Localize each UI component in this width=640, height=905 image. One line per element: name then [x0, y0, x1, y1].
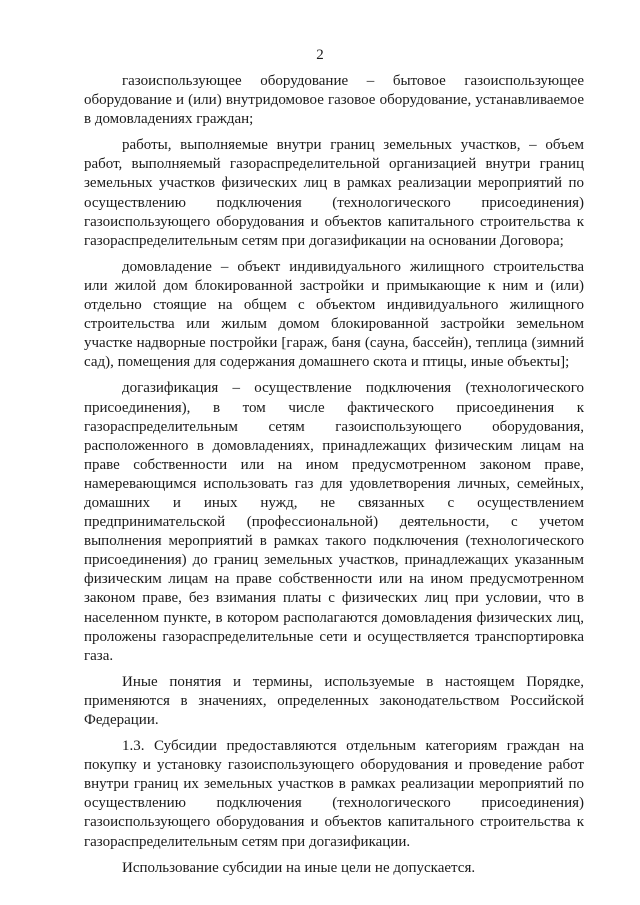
paragraph-works-within-plots: работы, выполняемые внутри границ земельных участков, – объем работ, выполняемый газораспределительной организацией внутри границ земельных участков физических лиц в рамках реализации мероприятий по осуществлению подключения (технологического присоединения) газоиспользующего оборудования и объектов капитального строительства к газораспределительным сетям при догазификации на основании Договора; [84, 137, 584, 249]
paragraph-section-1-3: 1.3. Субсидии предоставляются отдельным категориям граждан на покупку и установку газоиспользующего оборудования и проведение работ внутри границ их земельных участков в рамках реализации мероприятий по осуществлению подключения (технологического присоединения) газоиспользующего оборудования и объектов капитального строительства к газораспределительным сетям при догазификации. [84, 738, 584, 850]
paragraph-other-terms: Иные понятия и термины, используемые в настоящем Порядке, применяются в значениях, определенных законодательством Российской Федерации. [84, 673, 584, 728]
paragraph-additional-gasification: догазификация – осуществление подключения (технологического присоединения), в том числе фактического присоединения к газораспределительным сетям газоиспользующего оборудования, расположенного в домовладениях, принадлежащих физическим лицам на праве собственности или на ином предусмотренном законом праве, намеревающимся использовать газ для удовлетворения личных, семейных, домашних и иных нужд, не связанных с осуществлением предпринимательской (профессиональной) деятельности, с учетом выполнения мероприятий в рамках такого подключения (технологического присоединения) до границ земельных участков, принадлежащих указанным физическим лицам на праве собственности или на ином предусмотренном законом праве, без взимания платы с физических лиц при условии, что в населенном пункте, в котором располагаются домовладения физических лиц, проложены газораспределительные сети и осуществляется транспортировка газа. [84, 380, 584, 664]
page-number: 2 [316, 47, 324, 63]
document-body [84, 72, 584, 878]
paragraph-household: домовладение – объект индивидуального жилищного строительства или жилой дом блокированной застройки и примыкающие к ним и (или) отдельно стоящие на общем с объектом индивидуального жилищного строительства или жилым домом блокированной застройки земельном участке надворные постройки [гараж, баня (сауна, бассейн), теплица (зимний сад), помещения для содержания домашнего скота и птицы, иные объекты]; [84, 258, 584, 371]
paragraph-gas-equipment: газоиспользующее оборудование – бытовое газоиспользующее оборудование и (или) внутридомовое газовое оборудование, устанавливаемое в домовладениях граждан; [84, 73, 584, 128]
paragraph-subsidy-use: Использование субсидии на иные цели не допускается. [122, 859, 476, 876]
